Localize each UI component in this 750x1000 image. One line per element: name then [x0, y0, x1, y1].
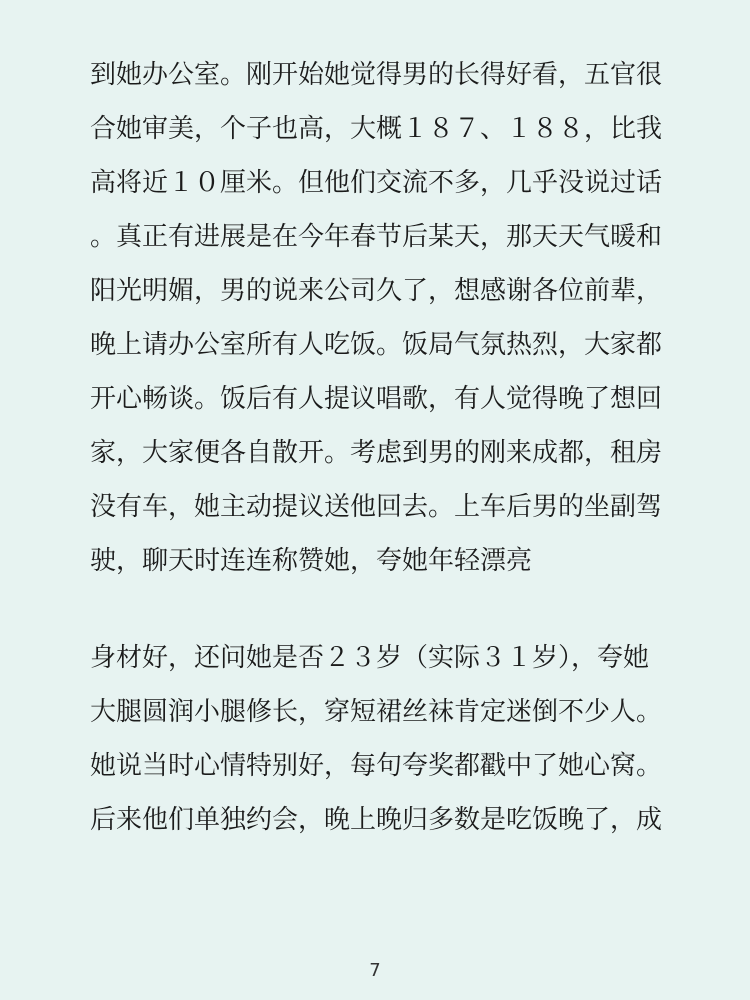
text-line: 没有车，她主动提议送他回去。上车后男的坐副驾: [90, 492, 663, 522]
text-line: 晚上请办公室所有人吃饭。饭局气氛热烈，大家都: [90, 330, 663, 360]
text-line: 后来他们单独约会，晚上晚归多数是吃饭晚了，成: [90, 805, 663, 835]
text-line: 。真正有进展是在今年春节后某天，那天天气暖和: [90, 222, 663, 252]
page-number: 7: [369, 960, 381, 981]
paragraph-2: [90, 631, 680, 847]
text-line: 阳光明媚，男的说来公司久了，想感谢各位前辈，: [90, 276, 663, 306]
text-line: 身材好，还问她是否２３岁（实际３１岁），夸她: [90, 643, 650, 673]
text-line: 家，大家便各自散开。考虑到男的刚来成都，租房: [90, 438, 663, 468]
text-line: 驶，聊天时连连称赞她，夸她年轻漂亮: [90, 546, 533, 576]
text-line: 开心畅谈。饭后有人提议唱歌，有人觉得晚了想回: [90, 384, 663, 414]
text-line: 高将近１０厘米。但他们交流不多，几乎没说过话: [90, 168, 663, 198]
text-line: 大腿圆润小腿修长，穿短裙丝袜肯定迷倒不少人。: [90, 697, 663, 727]
text-line: 她说当时心情特别好，每句夸奖都戳中了她心窝。: [90, 751, 663, 781]
paragraph-1: [90, 48, 680, 588]
text-line: 到她办公室。刚开始她觉得男的长得好看，五官很: [90, 60, 663, 90]
text-line: 合她审美，个子也高，大概１８７、１８８，比我: [90, 114, 663, 144]
